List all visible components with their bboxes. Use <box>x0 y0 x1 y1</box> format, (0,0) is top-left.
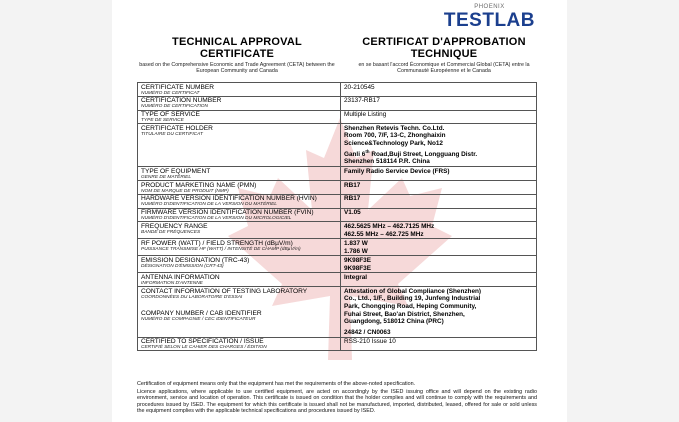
row-label-fr: NUMÉRO D'IDENTIFICATION DE LA VERSION DU MATÉRIEL <box>141 202 277 208</box>
row-label: TYPE OF EQUIPMENT <box>141 167 211 175</box>
footer-paragraph: Licence applications, where applicable to use certified equipment, are acted on accordingly by the ISED issuing office and will depend on the existing radio environment, service and location of operation. This certificate is issued on condition that the holder complies and will continue to comply with the requirements and procedures issued by ISED. The equipment for which this certificate is issued shall not be manufactured, imported, distributed, leased, offered for sale or sold unless the equipment complies with the applicable technical specifications and procedures issued by ISED. <box>137 388 537 415</box>
row-label-fr: TYPE DE SERVICE <box>141 118 184 124</box>
table-row <box>138 167 537 181</box>
logo-small-text: PHOENIX <box>474 4 505 10</box>
holder-line: Room 700, 7/F, 13-C, Zhonghaixin <box>344 132 446 140</box>
row-value: Integral <box>344 273 368 281</box>
table-row <box>138 124 537 167</box>
row-value: RSS-210 Issue 10 <box>344 338 396 346</box>
table-row <box>138 83 537 97</box>
frequency-line: 462.5625 MHz – 462.7125 MHz <box>344 222 435 230</box>
lab-contact-line: Fuhai Street, Bao'an District, Shenzhen, <box>344 310 465 318</box>
row-label: EMISSION DESIGNATION (TRC-43) <box>141 256 250 264</box>
lab-contact-line: Attestation of Global Compliance (Shenzhen) <box>344 287 482 295</box>
title-fr-line2: TECHNIQUE <box>410 48 478 60</box>
certificate-page <box>112 0 567 422</box>
holder-line-part: Road,Buji Street, Longguang Distr. <box>369 150 478 158</box>
table-row <box>138 208 537 222</box>
title-fr-line1: CERTIFICAT D'APPROBATION <box>362 36 526 48</box>
holder-line-part: Ganli 6 <box>344 150 366 158</box>
holder-line-superscript: th <box>365 148 370 154</box>
viewer-background-right <box>567 0 679 422</box>
company-number-value: 24842 / CN0063 <box>344 328 391 336</box>
row-value: RB17 <box>344 195 361 203</box>
row-label-fr: INFORMATION D'ANTENNE <box>141 280 203 286</box>
table-row <box>138 194 537 208</box>
subtitle-en: based on the Comprehensive Economic and Trade Agreement (CETA) between the European Community and Canada <box>139 62 335 75</box>
table-row <box>138 110 537 124</box>
holder-line: Shenzhen 518114 P.R. China <box>344 158 430 166</box>
row-label: CERTIFICATE NUMBER <box>141 83 215 91</box>
row-label-fr: NUMÉRO DE CERTIFICATION <box>141 104 208 110</box>
row-value: 20-210545 <box>344 83 375 91</box>
row-value: 23137-RB17 <box>344 97 380 105</box>
table-row <box>138 273 537 287</box>
row-value: Multiple Listing <box>344 111 387 119</box>
row-label: TYPE OF SERVICE <box>141 111 200 119</box>
table-row <box>138 96 537 110</box>
certificate-footer <box>137 381 537 416</box>
row-label-fr: DÉSIGNATION D'ÉMISSION (CRT-43) <box>141 263 224 269</box>
title-en-line2: CERTIFICATE <box>199 48 275 60</box>
row-label: FREQUENCY RANGE <box>141 222 208 230</box>
row-label: RF POWER (WATT) / FIELD STRENGTH (dBµV/m) <box>141 239 293 247</box>
lab-contact-line: Guangdong, 518012 China (PRC) <box>344 318 444 326</box>
row-value: Family Radio Service Device (FRS) <box>344 167 450 175</box>
holder-line <box>344 148 533 159</box>
row-label-fr: PUISSANCE TRANSMISE HF (WATT) / INTENSITÉ DE CHAMP (dBµV/m) <box>141 246 301 252</box>
logo-main-text: TESTLAB <box>443 10 535 31</box>
table-row <box>138 222 537 239</box>
header-english <box>137 36 337 75</box>
row-label: CERTIFICATE HOLDER <box>141 124 213 132</box>
row-label: PRODUCT MARKETING NAME (PMN) <box>141 181 257 189</box>
title-en-line1: TECHNICAL APPROVAL <box>172 36 302 48</box>
row-label-fr: CERTIFIÉ SELON LE CAHIER DES CHARGES / ÉDITION <box>141 345 267 351</box>
lab-contact-line: Co., Ltd., 1/F., Building 19, Junfeng Industrial <box>344 295 481 303</box>
row-value: V1.05 <box>344 209 361 217</box>
table-row <box>138 256 537 273</box>
row-label-fr: TITULAIRE DU CERTIFICAT <box>141 131 203 137</box>
row-label: CONTACT INFORMATION OF TESTING LABORATORY <box>141 287 308 295</box>
subtitle-fr: en se basant l'accord Économique et Commercial Global (CETA) entre la Communauté Européenne et le Canada <box>358 62 530 75</box>
table-row <box>138 337 537 351</box>
row-label-fr: GENRE DE MATÉRIEL <box>141 174 192 180</box>
header-french <box>344 36 544 75</box>
footer-paragraph: Certification of equipment means only that the equipment has met the requirements of the above-noted specification. <box>137 381 416 387</box>
row-label-fr: NUMÉRO DE CERTIFICAT <box>141 90 200 96</box>
row-label: COMPANY NUMBER / CAB IDENTIFIER <box>141 309 262 317</box>
row-label: CERTIFIED TO SPECIFICATION / ISSUE <box>141 338 264 346</box>
holder-line: Science&Technology Park, No12 <box>344 140 443 148</box>
row-label-fr: NUMÉRO D'IDENTIFICATION DE LA VERSION DU MICROLOGICIEL <box>141 216 292 222</box>
row-label: CERTIFICATION NUMBER <box>141 97 222 105</box>
power-line: 1.786 W <box>344 247 368 255</box>
row-label-fr: NOM DE MARQUE DE PRODUIT (NMP) <box>141 188 229 194</box>
emission-line: 9K98F3E <box>344 256 371 264</box>
testlab-logo <box>444 4 535 30</box>
row-label-fr: BANDE DE FRÉQUENCES <box>141 229 201 235</box>
viewer-background-left <box>0 0 112 422</box>
power-line: 1.837 W <box>344 239 368 247</box>
table-row <box>138 181 537 195</box>
holder-line: Shenzhen Retevis Techn. Co.Ltd. <box>344 124 445 132</box>
emission-line: 9K98F3E <box>344 264 371 272</box>
lab-contact-line: Park, Chongqing Road, Heping Community, <box>344 302 477 310</box>
row-label: FIRMWARE VERSION IDENTIFICATION NUMBER (FVIN) <box>141 209 314 217</box>
row-label: HARDWARE VERSION IDENTIFICATION NUMBER (HVIN) <box>141 195 317 203</box>
table-row <box>138 239 537 256</box>
row-label: ANTENNA INFORMATION <box>141 273 220 281</box>
row-label-fr: COORDONNÉES DU LABORATOIRE D'ESSAI <box>141 294 243 300</box>
certificate-table <box>137 82 537 351</box>
table-row <box>138 287 537 337</box>
row-value: RB17 <box>344 181 361 189</box>
frequency-line: 462.55 MHz – 462.725 MHz <box>344 230 424 238</box>
row-label-fr: NUMÉRO DE COMPAGNIE / CEC IDENTIFICATEUR <box>141 316 256 322</box>
